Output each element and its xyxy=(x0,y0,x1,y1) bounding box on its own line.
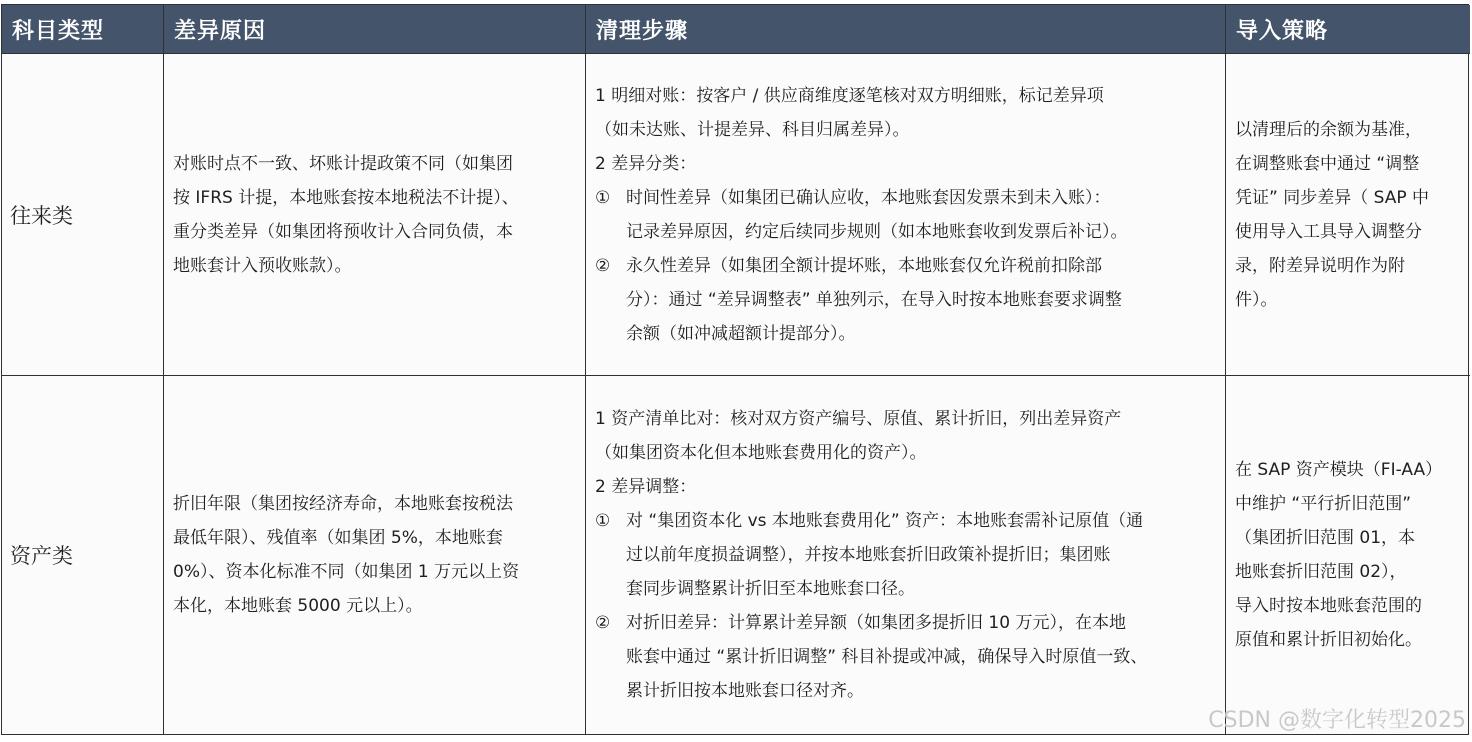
reason-line: 最低年限）、残值率（如集团 5%，本地账套 xyxy=(173,528,503,548)
bullet-2-line-3: 余额（如冲减超额计提部分）。 xyxy=(626,323,856,344)
bullet-1-line-2: 过以前年度损益调整），并按本地账套折旧政策补提折旧；集团账 xyxy=(626,545,1111,565)
strategy-line: 录，附差异说明作为附 xyxy=(1235,255,1405,276)
step-2: 2 差异调整： xyxy=(595,477,697,497)
row-2-strategy xyxy=(1226,376,1470,734)
bullet-1-line-1 xyxy=(595,181,1217,215)
bullet-text: 对 “集团资本化 vs 本地账套费用化” 资产：本地账套需补记原值（通 xyxy=(626,511,1144,531)
row-2-type: 资产类 xyxy=(2,376,164,734)
reason-line: 对账时点不一致、坏账计提政策不同（如集团 xyxy=(173,153,513,174)
strategy-line: 使用导入工具导入调整分 xyxy=(1235,221,1422,242)
bullet-1-line-3: 套同步调整累计折旧至本地账套口径。 xyxy=(626,579,915,599)
bullet-1-line-1 xyxy=(595,504,1217,538)
step-2: 2 差异分类： xyxy=(595,153,697,174)
step-1-cont: （如未达账、计提差异、科目归属差异）。 xyxy=(595,119,910,140)
row-2-reason xyxy=(164,376,586,734)
comparison-table xyxy=(1,4,1469,735)
strategy-line: 以清理后的余额为基准， xyxy=(1235,119,1422,140)
reason-line: 折旧年限（集团按经济寿命，本地账套按税法 xyxy=(173,494,513,514)
reason-line: 地账套计入预收账款）。 xyxy=(173,255,352,276)
bullet-2-line-2: 分）：通过 “差异调整表” 单独列示，在导入时按本地账套要求调整 xyxy=(626,289,1122,310)
step-1-cont: （如集团资本化但本地账套费用化的资产）。 xyxy=(595,443,927,463)
bullet-2-line-1 xyxy=(595,606,1217,640)
header-cleanup-steps: 清理步骤 xyxy=(586,5,1226,54)
strategy-line: 地账套折旧范围 02）， xyxy=(1235,562,1407,582)
bullet-marker: ② xyxy=(595,613,611,633)
reason-line: 本化，本地账套 5000 元以上）。 xyxy=(173,596,423,616)
bullet-2-line-2: 账套中通过 “累计折旧调整” 科目补提或冲减，确保导入时原值一致、 xyxy=(626,647,1148,667)
strategy-line: 件）。 xyxy=(1235,289,1278,310)
reason-line: 0%）、资本化标准不同（如集团 1 万元以上资 xyxy=(173,562,520,582)
reason-line: 重分类差异（如集团将预收计入合同负债，本 xyxy=(173,221,513,242)
row-2-steps xyxy=(586,376,1226,734)
bullet-1-line-2: 记录差异原因，约定后续同步规则（如本地账套收到发票后补记）。 xyxy=(626,221,1128,242)
strategy-line: 在调整账套中通过 “调整 xyxy=(1235,153,1420,174)
bullet-marker: ① xyxy=(595,187,611,208)
strategy-line: 在 SAP 资产模块（FI-AA） xyxy=(1235,460,1443,480)
strategy-line: 凭证” 同步差异（ SAP 中 xyxy=(1235,187,1430,208)
reason-line: 按 IFRS 计提，本地账套按本地税法不计提）、 xyxy=(173,187,519,208)
row-1-reason xyxy=(164,54,586,376)
header-difference-reason: 差异原因 xyxy=(164,5,586,54)
header-import-strategy: 导入策略 xyxy=(1226,5,1470,54)
row-1-type: 往来类 xyxy=(2,54,164,376)
row-1-steps xyxy=(586,54,1226,376)
row-1-strategy xyxy=(1226,54,1470,376)
strategy-line: （集团折旧范围 01，本 xyxy=(1235,528,1416,548)
bullet-text: 永久性差异（如集团全额计提坏账，本地账套仅允许税前扣除部 xyxy=(626,255,1102,276)
header-account-type: 科目类型 xyxy=(2,5,164,54)
step-1: 1 明细对账：按客户 / 供应商维度逐笔核对双方明细账，标记差异项 xyxy=(595,85,1104,106)
strategy-line: 原值和累计折旧初始化。 xyxy=(1235,630,1422,650)
bullet-text: 时间性差异（如集团已确认应收，本地账套因发票未到未入账）： xyxy=(626,187,1111,208)
bullet-2-line-3: 累计折旧按本地账套口径对齐。 xyxy=(626,681,864,701)
strategy-line: 中维护 “平行折旧范围” xyxy=(1235,494,1412,514)
step-1: 1 资产清单比对：核对双方资产编号、原值、累计折旧，列出差异资产 xyxy=(595,409,1122,429)
csdn-watermark: CSDN @数字化转型2025 xyxy=(1208,708,1466,733)
bullet-2-line-1 xyxy=(595,249,1217,283)
bullet-text: 对折旧差异：计算累计差异额（如集团多提折旧 10 万元），在本地 xyxy=(626,613,1126,633)
bullet-marker: ② xyxy=(595,255,611,276)
bullet-marker: ① xyxy=(595,511,611,531)
strategy-line: 导入时按本地账套范围的 xyxy=(1235,596,1422,616)
